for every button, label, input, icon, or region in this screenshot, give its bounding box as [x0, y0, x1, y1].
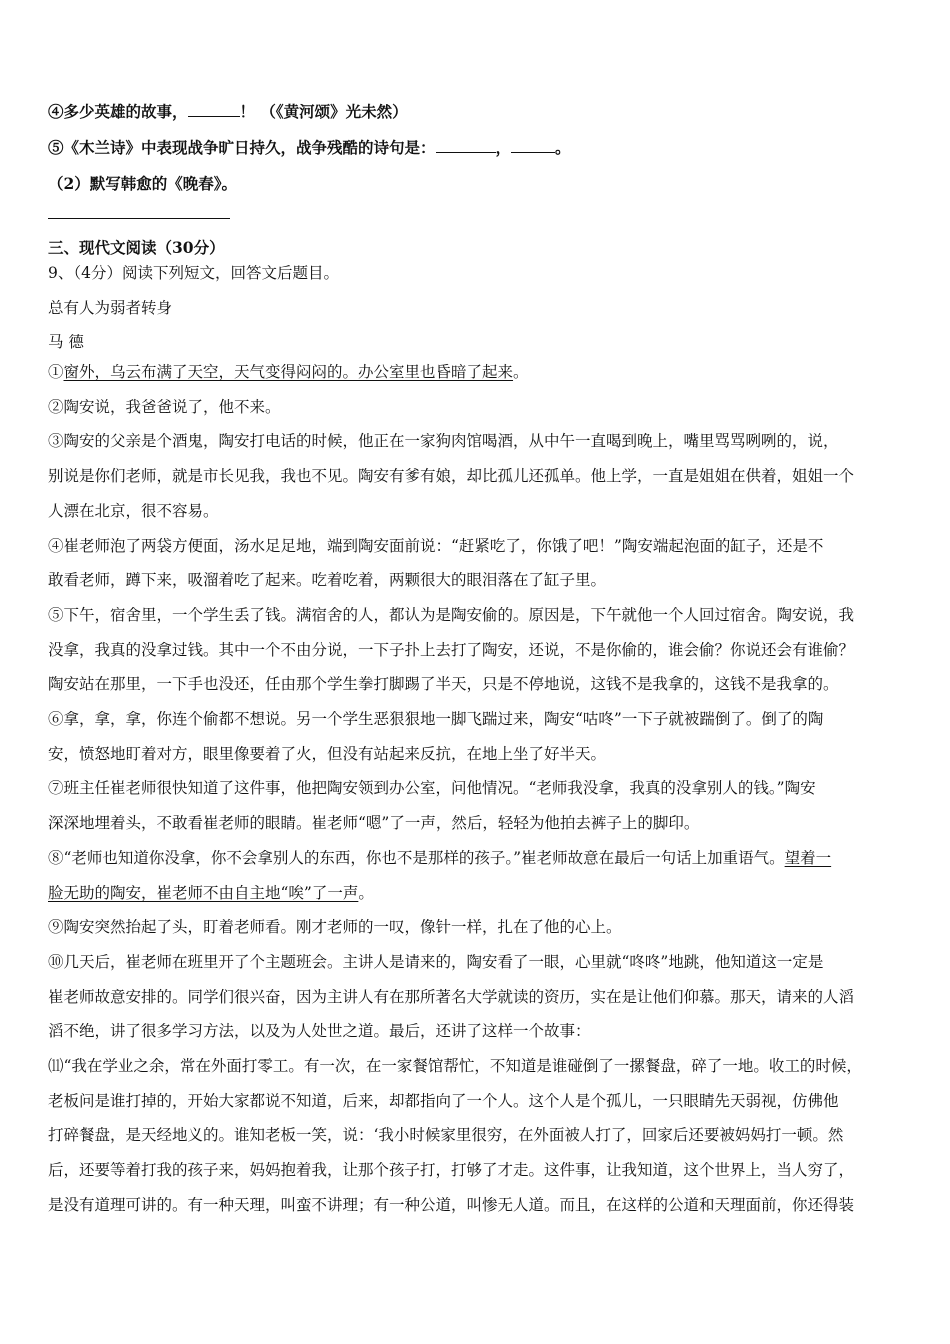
line-text: ⑥拿，拿，拿，你连个偷都不想说。另一个学生恶狠狠地一脚飞踹过来，陶安“咕咚”一下子就被踹倒了。倒了的陶: [48, 710, 824, 728]
line-text: 没拿，我真的没拿过钱。其中一个不由分说，一下子扑上去打了陶安，还说，不是你偷的，谁会偷？你说还会有谁偷？: [48, 641, 855, 659]
paragraph-line: [48, 744, 908, 764]
line-text: ⑦班主任崔老师很快知道了这件事，他把陶安领到办公室，问他情况。“老师我没拿，我真的没拿别人的钱。”陶安: [48, 779, 816, 797]
line-text: 崔老师故意安排的。同学们很兴奋，因为主讲人有在那所著名大学就读的资历，实在是让他们仰慕。那天，请来的人滔: [48, 988, 855, 1006]
line-text: 后，还要等着打我的孩子来，妈妈抱着我，让那个孩子打，打够了才走。这件事，让我知道，这个世界上，当人穷了，: [48, 1161, 855, 1179]
article-author: 马 德: [48, 333, 84, 351]
paragraph-line: [48, 466, 908, 486]
paragraph-line: [48, 1195, 908, 1215]
question-2-prompt: （2）默写韩愈的《晚春》。: [48, 174, 238, 193]
paragraph-line: [48, 709, 908, 729]
paragraph-line: [48, 1021, 908, 1041]
line-text: ③陶安的父亲是个酒鬼，陶安打电话的时候，他正在一家狗肉馆喝酒，从中午一直喝到晚上，嘴里骂骂咧咧的，说，: [48, 432, 839, 450]
paragraph-line: [48, 813, 908, 833]
line-text: ④崔老师泡了两袋方便面，汤水足足地，端到陶安面前说：“赶紧吃了，你饿了吧！”陶安端起泡面的缸子，还是不: [48, 537, 824, 555]
underlined-sentence: 脸无助的陶安，崔老师不由自主地“唉”了一声: [48, 884, 359, 902]
line-text: ⑤下午，宿舍里，一个学生丢了钱。满宿舍的人，都认为是陶安偷的。原因是，下午就他一个人回过宿舍。陶安说，我: [48, 606, 855, 624]
answer-blank[interactable]: [188, 102, 240, 117]
paragraph-line: [48, 640, 908, 660]
line-text: 陶安站在那里，一下手也没还，任由那个学生拳打脚踢了半天，只是不停地说，这钱不是我拿的，这钱不是我拿的。: [48, 675, 839, 693]
answer-blank[interactable]: [511, 138, 555, 153]
paragraph-line: [48, 674, 908, 694]
paragraph-line: [48, 431, 908, 451]
period: 。: [555, 138, 571, 157]
paragraph-line: [48, 1160, 908, 1180]
paragraph-line: [48, 397, 908, 417]
paragraph-line: [48, 1091, 908, 1111]
paragraph-line: [48, 848, 908, 868]
paragraph-line: [48, 536, 908, 556]
line-text: 老板问是谁打掉的，开始大家都说不知道，后来，却都指向了一个人。这个人是个孤儿，一只眼睛先天弱视，仿佛他: [48, 1092, 839, 1110]
paragraph-line: [48, 362, 908, 382]
line-text: 别说是你们老师，就是市长见我，我也不见。陶安有爹有娘，却比孤儿还孤单。他上学，一直是姐姐在供着，姐姐一个: [48, 467, 855, 485]
paragraph-line: [48, 952, 908, 972]
paragraph-line: [48, 778, 908, 798]
paragraph-line: [48, 570, 908, 590]
poem-item-4-source: ！ （《黄河颂》光未然）: [239, 102, 408, 121]
section-heading: 三、现代文阅读（30分）: [48, 238, 225, 257]
line-text: 打碎餐盘，是天经地义的。谁知老板一笑，说：‘我小时候家里很穷，在外面被人打了，回家后还要被妈妈打一顿。然: [48, 1126, 844, 1144]
paragraph-line: [48, 883, 908, 903]
paragraph-line: [48, 917, 908, 937]
line-text: 安，愤怒地盯着对方，眼里像要着了火，但没有站起来反抗，在地上坐了好半天。: [48, 745, 607, 763]
underlined-sentence: 窗外，乌云布满了天空，天气变得闷闷的。办公室里也昏暗了起来: [63, 363, 514, 381]
paragraph-line: [48, 501, 908, 521]
comma: ，: [495, 138, 512, 157]
poem-item-4: [48, 102, 908, 122]
line-text-tail: 。: [358, 884, 374, 902]
paragraph-line: [48, 1125, 908, 1145]
poem-item-5-prompt: ⑤《木兰诗》中表现战争旷日持久，战争残酷的诗句是：: [48, 138, 436, 157]
paragraph-line: [48, 987, 908, 1007]
poem-item-4-prompt: ④多少英雄的故事，: [48, 102, 188, 121]
question-9-intro: 9、（4分）阅读下列短文，回答文后题目。: [48, 264, 339, 282]
line-text: ⑧“老师也知道你没拿，你不会拿别人的东西，你也不是那样的孩子。”崔老师故意在最后一句话上加重语气。: [48, 849, 785, 867]
article-title: 总有人为弱者转身: [48, 299, 173, 317]
line-text: ⑾“我在学业之余，常在外面打零工。有一次，在一家餐馆帮忙，不知道是谁碰倒了一摞餐盘，碎了一地。收工的时候，: [48, 1057, 862, 1075]
answer-blank[interactable]: [436, 138, 496, 153]
line-text: 滔不绝，讲了很多学习方法，以及为人处世之道。最后，还讲了这样一个故事：: [48, 1022, 591, 1040]
line-text: ⑨陶安突然抬起了头，盯着老师看。刚才老师的一叹，像针一样，扎在了他的心上。: [48, 918, 622, 936]
line-text: 深深地埋着头，不敢看崔老师的眼睛。崔老师“嗯”了一声，然后，轻轻为他拍去裤子上的脚印。: [48, 814, 700, 832]
line-text: ⑩几天后，崔老师在班里开了个主题班会。主讲人是请来的，陶安看了一眼，心里就“咚咚”地跳，他知道这一定是: [48, 953, 824, 971]
underlined-sentence: 望着一: [784, 849, 832, 867]
line-text: ①: [48, 363, 64, 381]
line-text: 是没有道理可讲的。有一种天理，叫蛮不讲理；有一种公道，叫惨无人道。而且，在这样的公道和天理面前，你还得装: [48, 1196, 855, 1214]
answer-line[interactable]: [48, 218, 230, 219]
poem-item-5: [48, 138, 908, 158]
paragraph-line: [48, 1056, 908, 1076]
line-text: 敢看老师，蹲下来，吸溜着吃了起来。吃着吃着，两颗很大的眼泪落在了缸子里。: [48, 571, 607, 589]
line-text-tail: 。: [513, 363, 529, 381]
line-text: 人漂在北京，很不容易。: [48, 502, 219, 520]
paragraph-line: [48, 605, 908, 625]
line-text: ②陶安说，我爸爸说了，他不来。: [48, 398, 281, 416]
